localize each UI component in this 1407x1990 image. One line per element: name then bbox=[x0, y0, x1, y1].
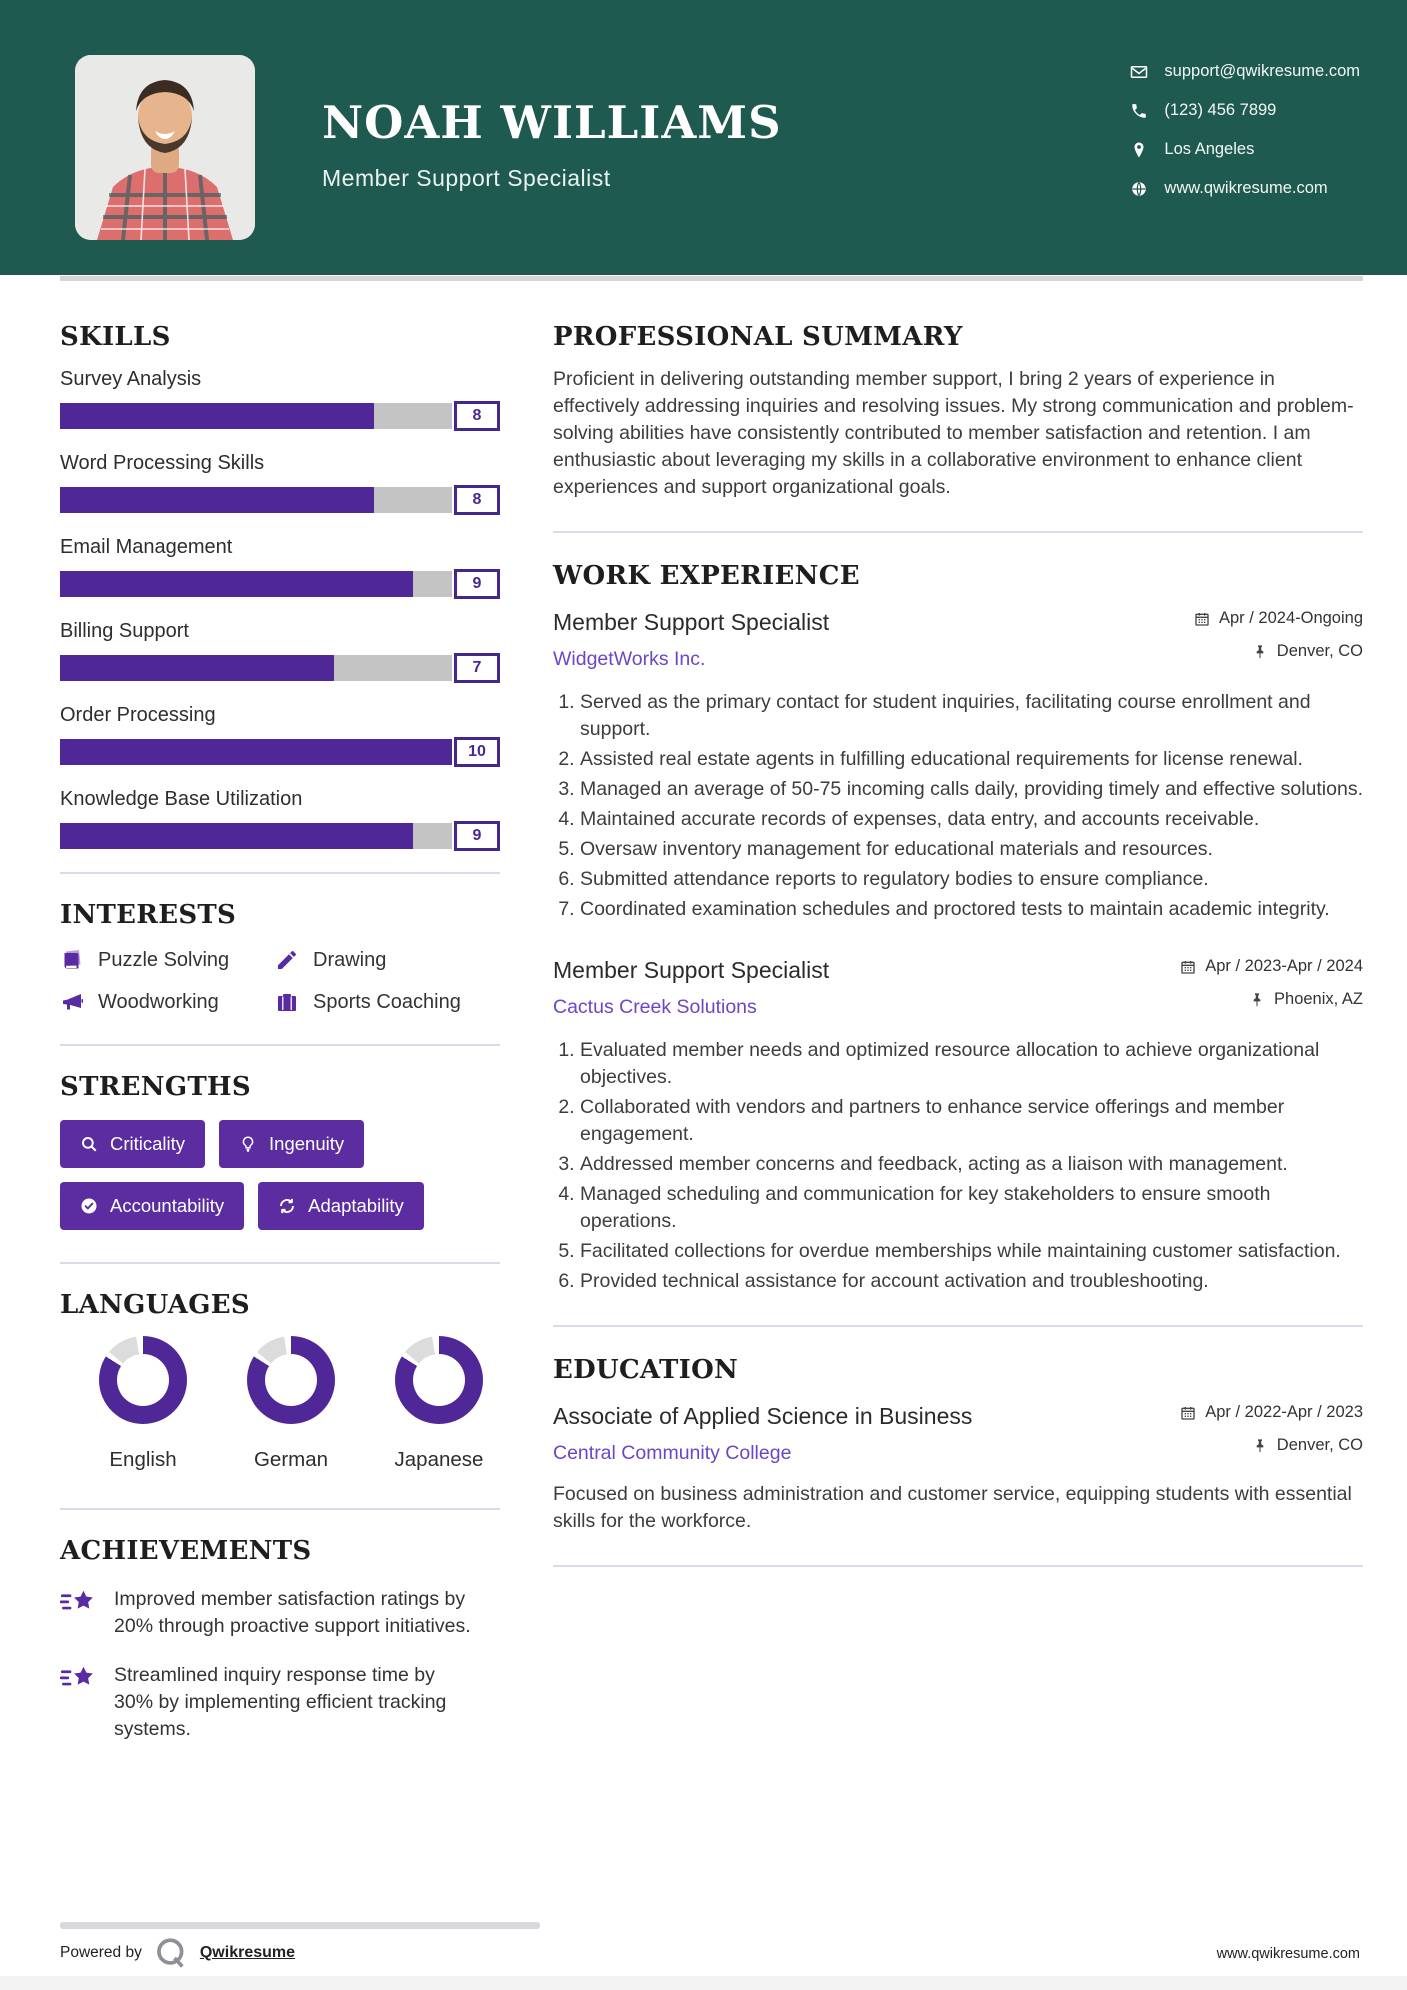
calendar-icon bbox=[1194, 611, 1210, 627]
job-dates: Apr / 2024-Ongoing bbox=[1194, 609, 1363, 628]
section-divider bbox=[553, 1325, 1363, 1327]
skill-row bbox=[60, 452, 500, 515]
check-circle-icon bbox=[80, 1197, 98, 1215]
job-company-link[interactable]: WidgetWorks Inc. bbox=[553, 648, 706, 670]
briefcase-icon bbox=[275, 990, 299, 1014]
languages-list bbox=[60, 1336, 500, 1472]
strengths-section-title: STRENGTHS bbox=[60, 1072, 251, 1102]
strengths-list bbox=[60, 1120, 500, 1230]
pushpin-icon bbox=[1252, 644, 1268, 660]
language-label: German bbox=[253, 1448, 329, 1471]
contact-website[interactable] bbox=[1130, 179, 1360, 198]
pushpin-icon bbox=[1249, 992, 1265, 1008]
skill-value-badge: 9 bbox=[454, 569, 500, 599]
job-company-link[interactable]: Cactus Creek Solutions bbox=[553, 996, 757, 1018]
calendar-icon bbox=[1180, 959, 1196, 975]
skill-bar-track bbox=[60, 655, 452, 681]
header-banner bbox=[0, 0, 1407, 275]
content-card-top-edge bbox=[60, 276, 1363, 281]
contact-phone-text: (123) 456 7899 bbox=[1164, 101, 1277, 119]
shooting-star-icon bbox=[60, 1664, 98, 1694]
interest-label: Drawing bbox=[313, 948, 387, 971]
skill-bar-fill bbox=[60, 655, 334, 681]
job-bullet: 1. Evaluated member needs and optimized resource allocation to achieve organizational objectives. bbox=[580, 1037, 1363, 1091]
strength-chip bbox=[258, 1182, 424, 1230]
job-bullet-list bbox=[553, 689, 1363, 923]
job-bullet: 7. Coordinated examination schedules and proctored tests to maintain academic integrity. bbox=[580, 896, 1363, 923]
skill-bar-fill bbox=[60, 571, 413, 597]
language-label: English bbox=[109, 1448, 177, 1471]
achievement-text: Streamlined inquiry response time by 30% by implementing efficient tracking systems. bbox=[114, 1664, 447, 1740]
contact-location bbox=[1130, 140, 1360, 159]
profile-photo bbox=[75, 55, 255, 240]
job-location: Phoenix, AZ bbox=[1180, 990, 1363, 1009]
job-bullet: 6. Submitted attendance reports to regulatory bodies to ensure compliance. bbox=[580, 866, 1363, 893]
qwikresume-brand-link[interactable]: Qwikresume bbox=[199, 1944, 296, 1961]
strength-label: Ingenuity bbox=[269, 1133, 345, 1154]
skills-list bbox=[60, 368, 500, 851]
education-description: Focused on business administration and customer service, equipping students with essential skills for the workforce. bbox=[553, 1483, 1352, 1532]
contact-list bbox=[1130, 62, 1360, 198]
achievement-text: Improved member satisfaction ratings by 20% through proactive support initiatives. bbox=[114, 1588, 471, 1637]
section-divider bbox=[553, 531, 1363, 533]
powered-by-label: Powered by bbox=[60, 1944, 142, 1961]
job-bullet: 4. Maintained accurate records of expenses, data entry, and accounts receivable. bbox=[580, 806, 1363, 833]
skill-bar-track bbox=[60, 403, 452, 429]
interests-list bbox=[60, 948, 500, 1014]
interest-label: Puzzle Solving bbox=[98, 948, 230, 971]
section-divider bbox=[60, 1508, 500, 1510]
section-divider bbox=[60, 1044, 500, 1046]
job-role: Member Support Specialist bbox=[553, 609, 830, 635]
job-bullet: 5. Oversaw inventory management for educational materials and resources. bbox=[580, 836, 1363, 863]
interest-item bbox=[275, 990, 500, 1014]
job-bullet: 1. Served as the primary contact for student inquiries, facilitating course enrollment and support. bbox=[580, 689, 1363, 743]
envelope-icon bbox=[1130, 63, 1148, 81]
skill-bar-fill bbox=[60, 739, 452, 765]
job-bullet: 2. Collaborated with vendors and partners to enhance service offerings and member engagement. bbox=[580, 1094, 1363, 1148]
job-location: Denver, CO bbox=[1194, 642, 1363, 661]
contact-email-text: support@qwikresume.com bbox=[1164, 62, 1360, 80]
contact-location-text: Los Angeles bbox=[1164, 140, 1255, 158]
contact-phone[interactable] bbox=[1130, 101, 1360, 120]
skill-bar-fill bbox=[60, 487, 374, 513]
lightbulb-icon bbox=[239, 1135, 257, 1153]
person-job-title: Member Support Specialist bbox=[322, 165, 611, 191]
magnifier-icon bbox=[80, 1135, 98, 1153]
pushpin-icon bbox=[1252, 1438, 1268, 1454]
skill-row bbox=[60, 788, 500, 851]
megaphone-icon bbox=[60, 990, 84, 1014]
interests-section-title: INTERESTS bbox=[60, 900, 237, 930]
language-donut-chart bbox=[247, 1336, 335, 1424]
job-dates: Apr / 2023-Apr / 2024 bbox=[1180, 957, 1363, 976]
shooting-star-icon bbox=[60, 1588, 98, 1618]
skill-label: Email Management bbox=[60, 536, 233, 558]
skill-value-badge: 10 bbox=[454, 737, 500, 767]
skill-row bbox=[60, 704, 500, 767]
education-degree: Associate of Applied Science in Business bbox=[553, 1403, 973, 1429]
skill-value-badge: 8 bbox=[454, 485, 500, 515]
interest-item bbox=[60, 990, 275, 1014]
job-bullet-list bbox=[553, 1037, 1363, 1295]
skill-bar-track bbox=[60, 823, 452, 849]
language-donut-chart bbox=[99, 1336, 187, 1424]
footer-website[interactable]: www.qwikresume.com bbox=[1216, 1946, 1360, 1962]
skill-bar-fill bbox=[60, 823, 413, 849]
job-bullet: 3. Addressed member concerns and feedback, acting as a liaison with management. bbox=[580, 1151, 1363, 1178]
strength-label: Adaptability bbox=[308, 1195, 404, 1216]
globe-icon bbox=[1130, 180, 1148, 198]
skill-label: Knowledge Base Utilization bbox=[60, 788, 303, 810]
job-bullet: 6. Provided technical assistance for account activation and troubleshooting. bbox=[580, 1268, 1363, 1295]
achievement-item bbox=[60, 1586, 500, 1640]
job-entry bbox=[553, 609, 1363, 923]
interest-item bbox=[275, 948, 500, 972]
footer-divider-bar bbox=[60, 1922, 540, 1929]
job-entry bbox=[553, 957, 1363, 1295]
section-divider bbox=[553, 1565, 1363, 1567]
strength-label: Criticality bbox=[110, 1133, 186, 1154]
pencil-icon bbox=[275, 948, 299, 972]
section-divider bbox=[60, 1262, 500, 1264]
education-section-title: EDUCATION bbox=[553, 1355, 739, 1385]
page-bottom-strip bbox=[0, 1976, 1407, 1990]
skill-value-badge: 8 bbox=[454, 401, 500, 431]
skill-row bbox=[60, 368, 500, 431]
achievements-list bbox=[60, 1586, 500, 1743]
contact-website-text: www.qwikresume.com bbox=[1164, 179, 1328, 197]
qwikresume-logo-icon bbox=[154, 1936, 188, 1970]
strength-chip bbox=[60, 1120, 205, 1168]
interest-item bbox=[60, 948, 275, 972]
job-bullet: 2. Assisted real estate agents in fulfilling educational requirements for license renewal. bbox=[580, 746, 1363, 773]
skills-section-title: SKILLS bbox=[60, 322, 171, 352]
job-bullet: 4. Managed scheduling and communication for key stakeholders to ensure smooth operations. bbox=[580, 1181, 1363, 1235]
skill-bar-track bbox=[60, 739, 452, 765]
skill-row bbox=[60, 536, 500, 599]
job-role: Member Support Specialist bbox=[553, 957, 830, 983]
skill-label: Survey Analysis bbox=[60, 368, 202, 390]
contact-email[interactable] bbox=[1130, 62, 1360, 81]
skill-bar-fill bbox=[60, 403, 374, 429]
achievement-item bbox=[60, 1662, 500, 1743]
education-dates: Apr / 2022-Apr / 2023 bbox=[1180, 1403, 1363, 1422]
strength-chip bbox=[60, 1182, 244, 1230]
skill-label: Billing Support bbox=[60, 620, 189, 642]
skill-bar-track bbox=[60, 571, 452, 597]
language-donut-chart bbox=[395, 1336, 483, 1424]
interest-label: Woodworking bbox=[98, 990, 219, 1013]
person-name: NOAH WILLIAMS bbox=[322, 96, 782, 149]
sync-icon bbox=[278, 1197, 296, 1215]
strength-label: Accountability bbox=[110, 1195, 225, 1216]
languages-section-title: LANGUAGES bbox=[60, 1290, 250, 1320]
job-bullet: 3. Managed an average of 50-75 incoming calls daily, providing timely and effective solutions. bbox=[580, 776, 1363, 803]
location-pin-icon bbox=[1130, 141, 1148, 159]
profile-photo-illustration bbox=[75, 55, 255, 240]
job-bullet: 5. Facilitated collections for overdue memberships while maintaining customer satisfaction. bbox=[580, 1238, 1363, 1265]
education-school-link[interactable]: Central Community College bbox=[553, 1442, 792, 1464]
summary-section-title: PROFESSIONAL SUMMARY bbox=[553, 322, 963, 352]
interest-label: Sports Coaching bbox=[313, 990, 461, 1013]
skill-row bbox=[60, 620, 500, 683]
book-icon bbox=[60, 948, 84, 972]
education-entry bbox=[553, 1403, 1363, 1535]
skill-value-badge: 9 bbox=[454, 821, 500, 851]
skill-label: Order Processing bbox=[60, 704, 216, 726]
summary-text: Proficient in delivering outstanding member support, I bring 2 years of experience in effectively addressing inquiries and resolving issues. My strong communication and problem-solving abilities have consistently contributed to member satisfaction and retention. I am enthusiastic about leveraging my skills in a collaborative environment to enhance client experiences and support organizational goals. bbox=[553, 368, 1354, 498]
strength-chip bbox=[219, 1120, 364, 1168]
language-item bbox=[384, 1336, 494, 1472]
language-item bbox=[236, 1336, 346, 1472]
achievements-section-title: ACHIEVEMENTS bbox=[60, 1536, 312, 1566]
phone-icon bbox=[1130, 102, 1148, 120]
language-item bbox=[88, 1336, 198, 1472]
skill-value-badge: 7 bbox=[454, 653, 500, 683]
skill-label: Word Processing Skills bbox=[60, 452, 265, 474]
calendar-icon bbox=[1180, 1405, 1196, 1421]
section-divider bbox=[60, 872, 500, 874]
education-location: Denver, CO bbox=[1180, 1436, 1363, 1455]
language-label: Japanese bbox=[394, 1448, 484, 1471]
experience-section-title: WORK EXPERIENCE bbox=[553, 561, 860, 591]
skill-bar-track bbox=[60, 487, 452, 513]
